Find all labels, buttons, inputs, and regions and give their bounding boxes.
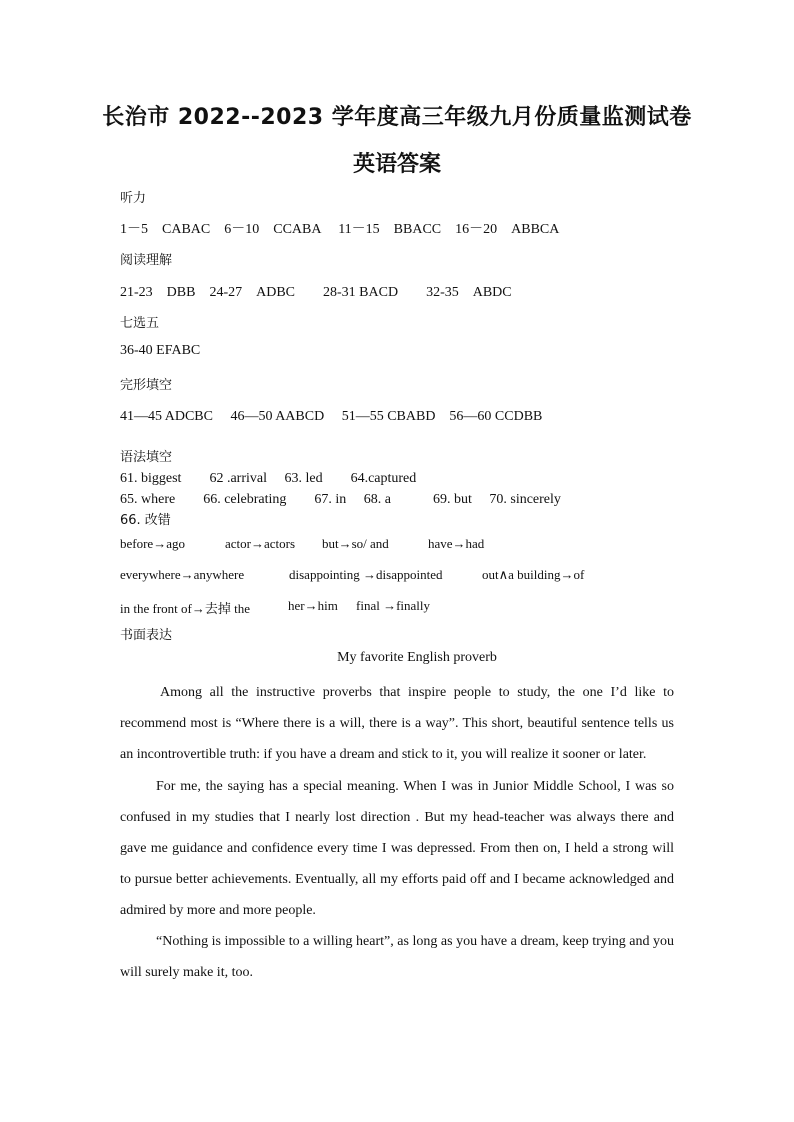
correction-item: disappointing →disappointed	[289, 567, 443, 582]
page-subtitle: 英语答案	[352, 152, 441, 177]
reading-heading: 阅读理解	[120, 253, 173, 268]
listening-heading: 听力	[120, 191, 147, 206]
cloze-answers: 41—45 ADCBC 46—50 AABCD 51—55 CBABD 56—60 CCDBB	[120, 409, 543, 424]
reading-answers: 21-23 DBB 24-27 ADBC 28-31 BACD 32-35 ABDC	[120, 285, 512, 300]
correction-heading: 66. 改错	[120, 513, 171, 528]
grammar-answers-row-1: 61. biggest 62 .arrival 63. led 64.captured	[120, 471, 417, 486]
page-title: 长治市 2022--2023 学年度高三年级九月份质量监测试卷	[102, 105, 692, 130]
correction-item: final →finally	[356, 598, 431, 613]
correction-item: everywhere→anywhere	[120, 567, 245, 582]
grammar-answers-row-2: 65. where 66. celebrating 67. in 68. a 69. but 70. sincerely	[120, 492, 561, 507]
essay-paragraph: Among all the instructive proverbs that inspire people to study, the one I’d like to recommend most is “Where there is a will, there is a way”. This short, beautiful sentence tells us an incontrovertible truth: if you have a dream and stick to it, you will realize it sooner or later.	[120, 685, 674, 762]
correction-item: her→him	[288, 598, 338, 613]
correction-item: out∧a building→of	[482, 567, 585, 582]
correction-item: actor→actors	[225, 536, 296, 551]
essay-paragraph: For me, the saying has a special meaning. When I was in Junior Middle School, I was so confused in my studies that I nearly lost direction . But my head-teacher was always there and gave me guidance and confidence every time I was depressed. From then on, I held a strong will to pursue better achievements. Eventually, all my efforts paid off and I became acknowledged and admired by more and more people.	[120, 779, 674, 918]
seven-five-answers: 36-40 EFABC	[120, 343, 201, 358]
cloze-heading: 完形填空	[120, 378, 173, 393]
correction-item: but→so/ and	[322, 536, 389, 551]
correction-item: have→had	[428, 536, 485, 551]
essay-paragraph: “Nothing is impossible to a willing heart”, as long as you have a dream, keep trying and you will surely make it, too.	[120, 934, 674, 980]
correction-item: in the front of→去掉 the	[120, 601, 250, 616]
seven-five-heading: 七选五	[120, 316, 160, 331]
listening-answers: 1－5 CABAC 6－10 CCABA 11－15 BBACC 16－20 ABBCA	[120, 222, 560, 237]
essay-title: My favorite English proverb	[337, 650, 497, 665]
grammar-heading: 语法填空	[120, 450, 173, 465]
correction-item: before→ago	[120, 536, 185, 551]
writing-heading: 书面表达	[120, 628, 173, 643]
